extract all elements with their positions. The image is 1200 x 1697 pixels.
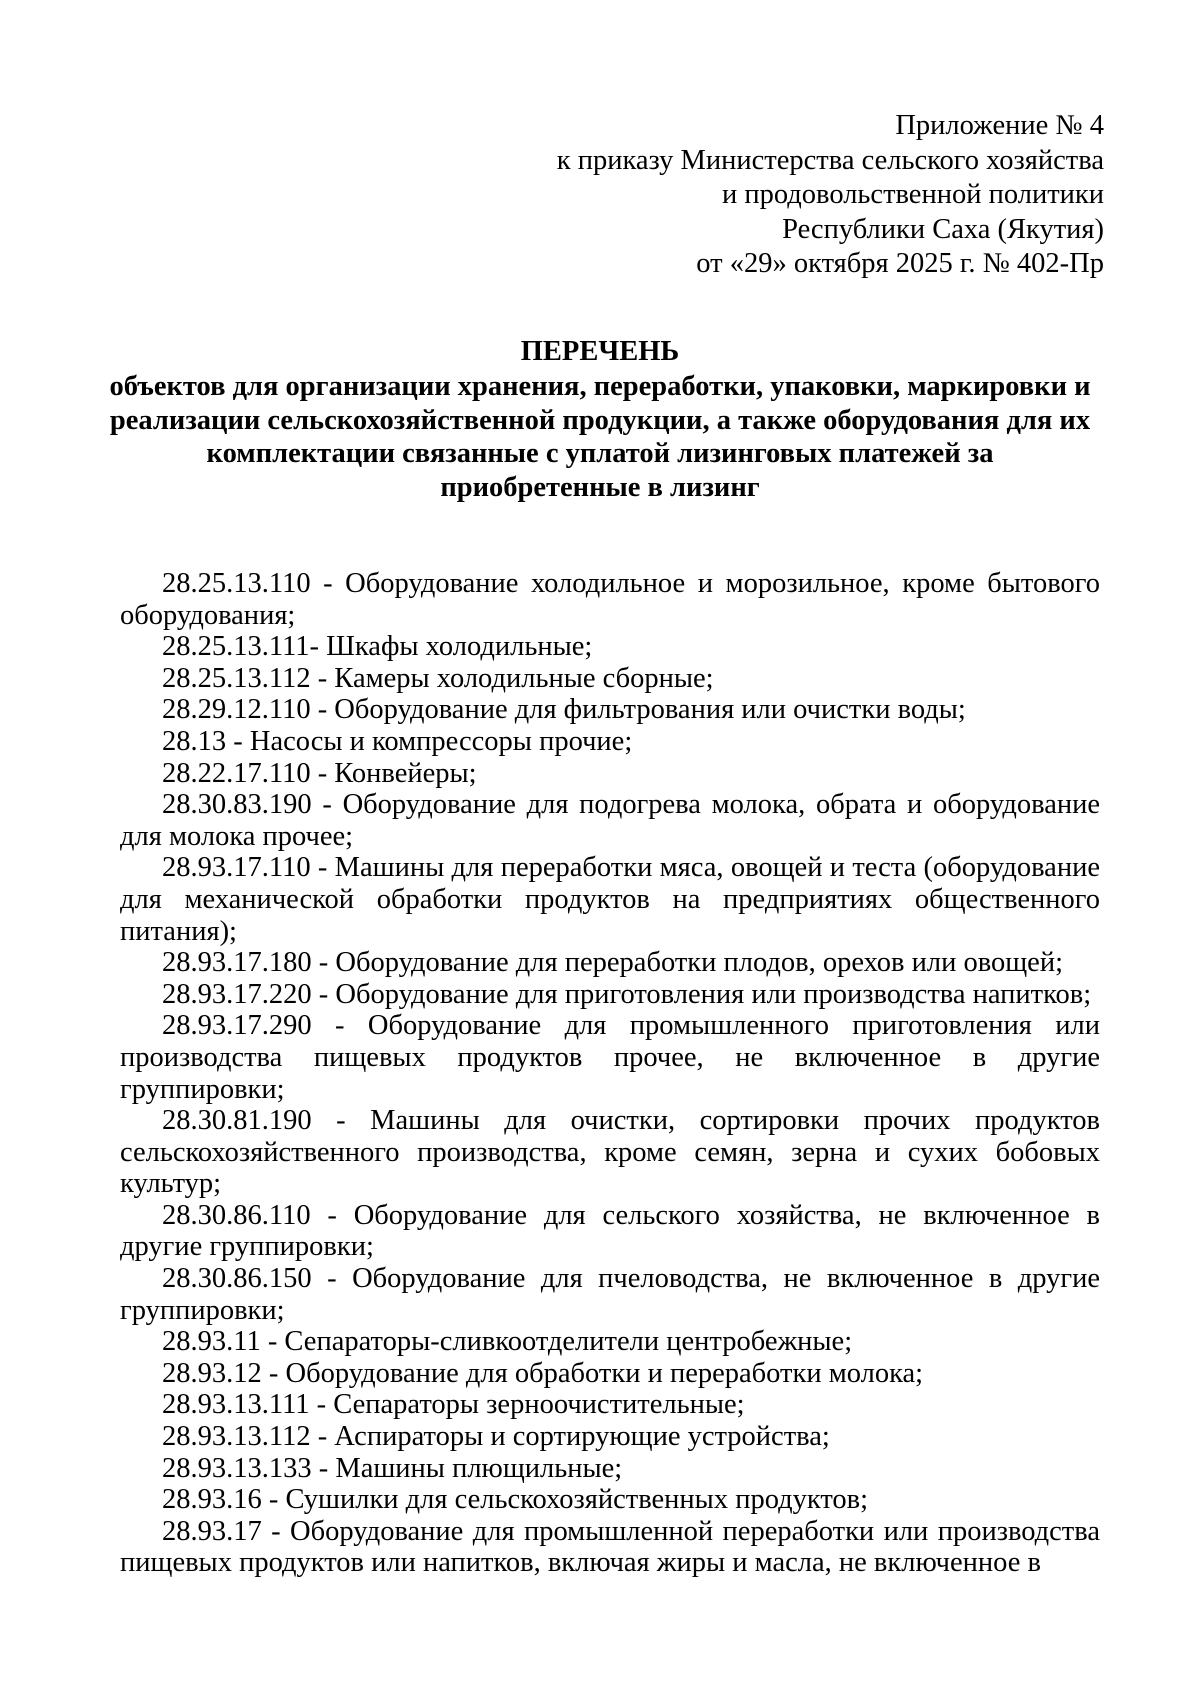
list-item: 28.93.17 - Оборудование для промышленной переработки или производства пищевых продуктов или напитков, включая жиры и масла, не включенное в <box>120 1515 1100 1579</box>
document-title <box>100 335 1100 504</box>
subtitle-line: объектов для организации хранения, переработки, упаковки, маркировки и <box>109 371 1091 402</box>
subtitle-line: комплектации связанные с уплатой лизинговых платежей за <box>206 438 994 469</box>
list-item: 28.93.17.110 - Машины для переработки мяса, овощей и теста (оборудование для механической обработки продуктов на предприятиях общественного питания); <box>120 852 1100 947</box>
list-item: 28.25.13.111- Шкафы холодильные; <box>162 631 593 663</box>
appendix-line: от «29» октября 2025 г. № 402-Пр <box>696 248 1104 279</box>
list-item: 28.13 - Насосы и компрессоры прочие; <box>162 725 633 757</box>
list-item: 28.93.11 - Сепараторы-сливкоотделители центробежные; <box>162 1326 853 1358</box>
list-item: 28.29.12.110 - Оборудование для фильтрования или очистки воды; <box>162 694 966 726</box>
appendix-header <box>404 109 1104 282</box>
appendix-line: и продовольственной политики <box>722 179 1104 210</box>
subtitle-line: приобретенные в лизинг <box>440 471 760 503</box>
list-item: 28.22.17.110 - Конвейеры; <box>162 757 477 789</box>
list-item: 28.93.13.112 - Аспираторы и сортирующие устройства; <box>162 1421 830 1453</box>
subtitle-line: реализации сельскохозяйственной продукции, а также оборудования для их <box>109 404 1091 436</box>
list-item: 28.25.13.112 - Камеры холодильные сборные; <box>162 662 714 694</box>
list-item: 28.30.83.190 - Оборудование для подогрева молока, обрата и оборудование для молока прочее; <box>120 789 1100 852</box>
list-item: 28.30.86.150 - Оборудование для пчеловодства, не включенное в другие группировки; <box>120 1263 1100 1326</box>
list-item: 28.93.12 - Оборудование для обработки и переработки молока; <box>162 1357 924 1389</box>
list-item: 28.30.81.190 - Машины для очистки, сортировки прочих продуктов сельскохозяйственного производства, кроме семян, зерна и сухих бобовых культур; <box>120 1105 1100 1200</box>
appendix-line: Республики Саха (Якутия) <box>782 213 1104 245</box>
list-item: 28.93.17.290 - Оборудование для промышленного приготовления или производства пищевых продуктов прочее, не включенное в другие группировки; <box>120 1010 1100 1105</box>
list-item: 28.93.13.111 - Сепараторы зерноочистительные; <box>162 1389 745 1421</box>
appendix-line: к приказу Министерства сельского хозяйства <box>556 144 1104 176</box>
title-heading: ПЕРЕЧЕНЬ <box>520 336 680 367</box>
list-item: 28.93.17.220 - Оборудование для приготовления или производства напитков; <box>162 978 1092 1010</box>
title-subtitle <box>100 370 1100 504</box>
list-item: 28.93.17.180 - Оборудование для переработки плодов, орехов или овощей; <box>162 947 1064 979</box>
list-item: 28.93.16 - Сушилки для сельскохозяйственных продуктов; <box>162 1484 869 1516</box>
equipment-list <box>120 568 1100 1579</box>
list-item: 28.25.13.110 - Оборудование холодильное и морозильное, кроме бытового оборудования; <box>120 568 1100 631</box>
list-item: 28.93.13.133 - Машины плющильные; <box>162 1452 623 1484</box>
appendix-line: Приложение № 4 <box>895 110 1104 141</box>
list-item: 28.30.86.110 - Оборудование для сельского хозяйства, не включенное в другие группировки; <box>120 1199 1100 1263</box>
